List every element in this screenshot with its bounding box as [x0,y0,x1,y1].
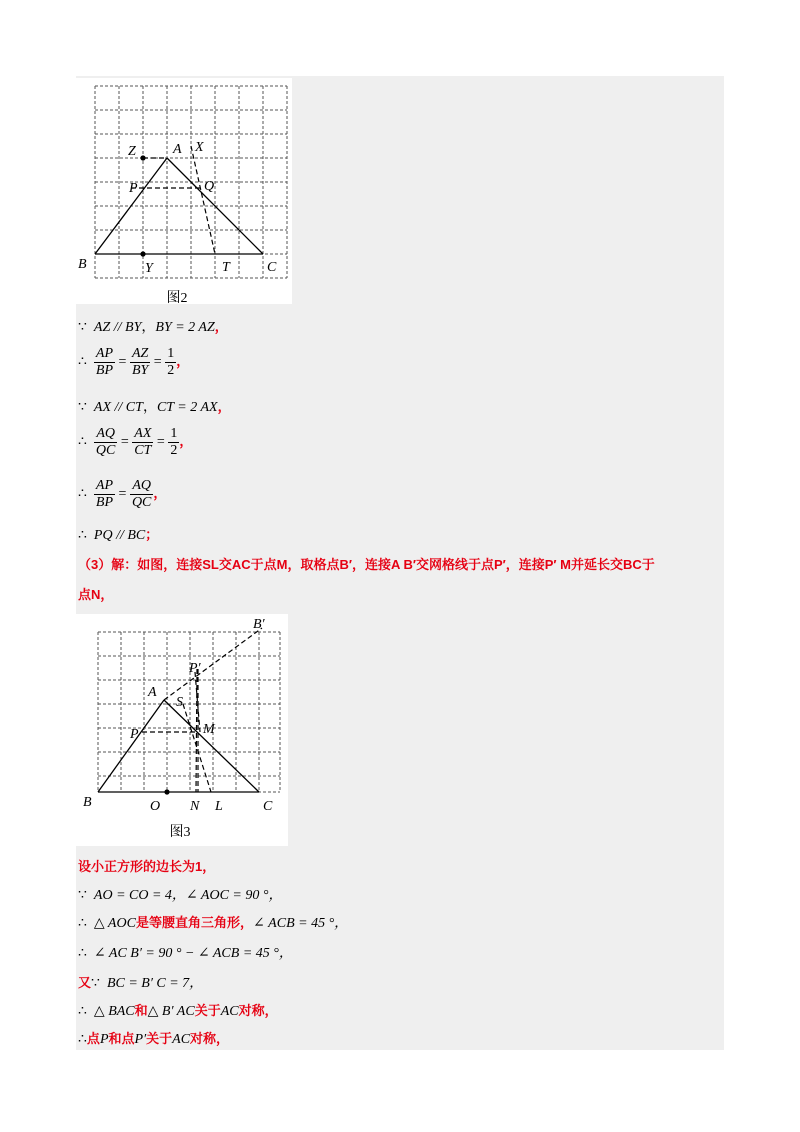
label-A: A [148,685,157,700]
proof3-line6: ∴ △ BAC和△ B′ AC关于AC对称， [78,1003,278,1019]
proof3-line3: ∴ △ AOC是等腰直角三角形，∠ ACB = 45 °， [78,915,349,931]
label-P: P [130,727,139,742]
label-N: N [190,799,200,814]
proof3-line7: ∴点P和点P′关于AC对称， [78,1031,230,1047]
figure-3-caption: 图3 [169,825,191,840]
proof2-line3: ∵ AX // CT，CT = 2 AX， [78,399,231,415]
label-X: X [195,140,204,155]
label-L: L [215,799,223,814]
label-C: C [263,799,273,814]
label-C: C [267,260,277,275]
proof3-line5: 又∵ BC = B′ C = 7， [78,975,204,991]
proof3-line4: ∴ ∠ AC B′ = 90 ° − ∠ ACB = 45 °， [78,945,293,961]
proof3-line1: 设小正方形的边长为1， [78,859,216,874]
label-A: A [173,142,182,157]
proof2-line2: ∴ $\frac{AP}{BP}$ = $\frac{AZ}{BY}$ = $\frac{1}{2}$ ， [78,346,190,378]
figure-3-diagram [76,614,288,846]
label-B: B [83,795,92,810]
proof2-line4: ∴ $\frac{AQ}{QC}$ = $\frac{AX}{CT}$ = $\frac{1}{2}$ ， [78,426,193,458]
label-P: P [129,181,138,196]
proof2-line5: ∴ $\frac{AP}{BP}$ = $\frac{AQ}{QC}$ ， [78,478,167,510]
part3-solution-line1: （3）解：如图，连接SL交AC于点M，取格点B′，连接A B′交网格线于点P′，连接P′ M并延长交BC于 [78,557,655,572]
label-Y: Y [145,261,153,276]
figure-2-caption: 图2 [166,291,188,304]
label-T: T [222,260,230,275]
label-Q: Q [204,179,215,194]
proof2-line1: ∵ AZ // BY，BY = 2 AZ， [78,319,228,335]
label-M: M [203,722,215,737]
proof2-line6: ∴ PQ // BC； [78,527,159,543]
label-B: B [78,257,87,272]
label-Z: Z [128,144,136,159]
proof3-line2: ∵ AO = CO = 4，∠ AOC = 90 °， [78,887,283,903]
figure-3 [76,614,288,846]
label-S: S [176,695,183,710]
figure-2 [76,78,292,304]
label-O: O [150,799,161,814]
label-P-prime: P′ [189,661,201,676]
part3-solution-line2: 点N， [78,587,114,602]
label-B-prime: B′ [253,617,265,632]
figure-2-diagram [76,78,292,304]
